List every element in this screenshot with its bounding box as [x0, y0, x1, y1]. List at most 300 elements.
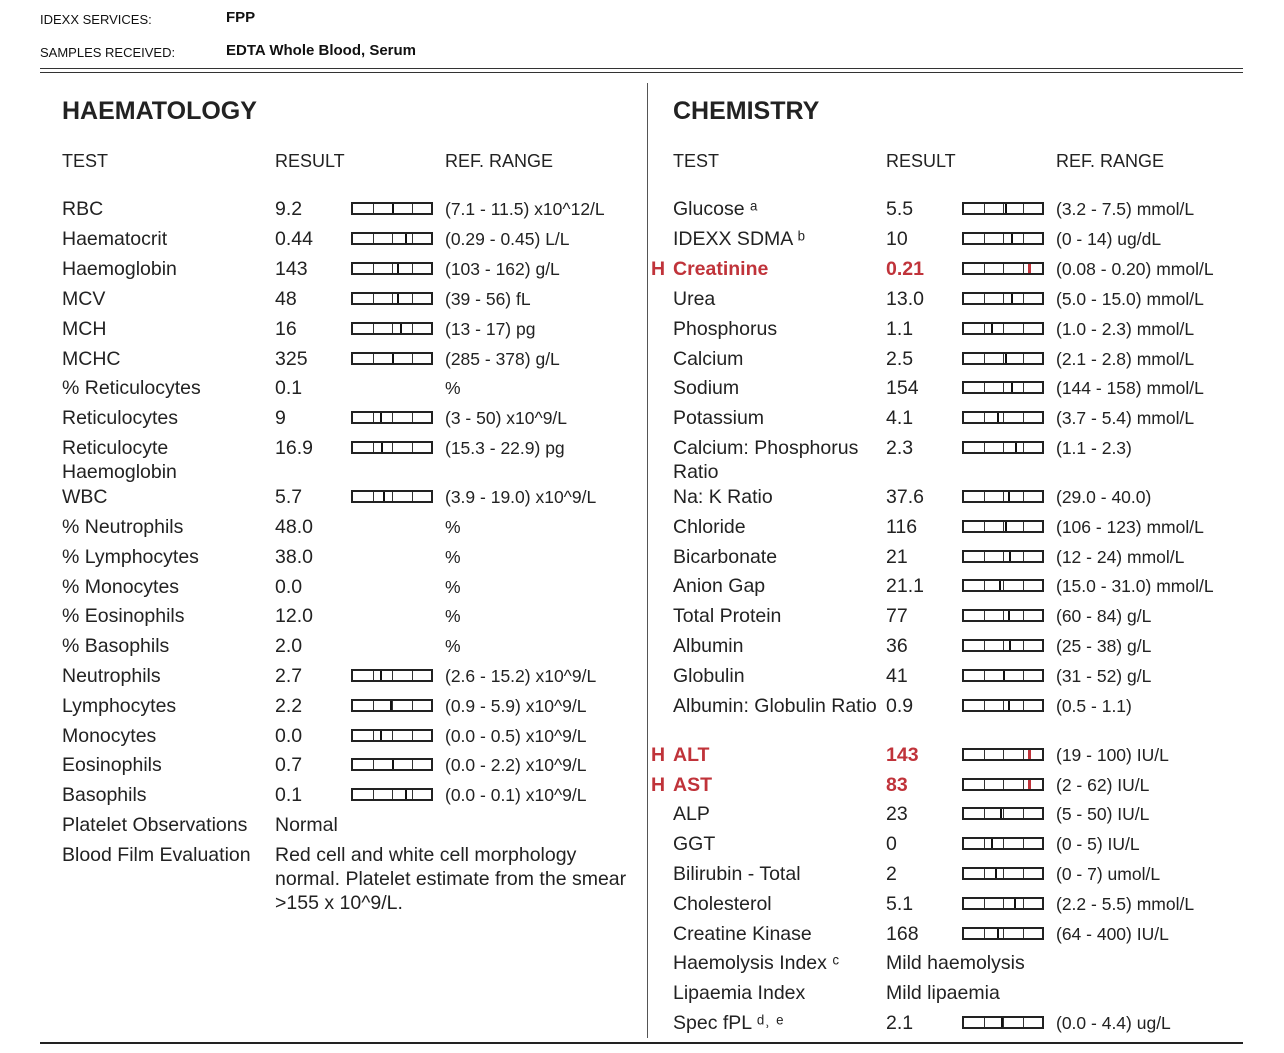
result-albumin: 36: [886, 635, 908, 657]
result-marker: [1003, 671, 1005, 680]
result-idexx-sdma: 10: [886, 228, 908, 250]
range-bar-creatinine: [962, 262, 1044, 275]
result-marker: [397, 294, 399, 303]
result-glucose: 5.5: [886, 198, 914, 220]
range-bar-tick: [412, 264, 413, 273]
ref-range-urea: (5.0 - 15.0) mmol/L: [1056, 289, 1204, 309]
range-bar-haemoglobin: [351, 262, 433, 275]
range-bar-tick: [1003, 899, 1004, 908]
ref-range-albumin-globulin-ratio: (0.5 - 1.1): [1056, 696, 1132, 716]
ref-range-spec-fpl: (0.0 - 4.4) ug/L: [1056, 1013, 1171, 1033]
result-marker: [381, 443, 383, 452]
range-bar-tick: [1003, 780, 1004, 789]
range-bar-tick: [392, 701, 393, 710]
footer-divider: [40, 1042, 1243, 1044]
test-name-blood-film-evaluation: Blood Film Evaluation: [62, 844, 251, 866]
range-bar-tick: [1003, 701, 1004, 710]
result-total-protein: 77: [886, 605, 908, 627]
range-bar-tick: [984, 780, 985, 789]
range-bar-tick: [412, 413, 413, 422]
range-bar-tick: [984, 264, 985, 273]
result-marker: [995, 869, 997, 878]
ref-range-reticulocytes: %: [445, 378, 461, 398]
result-marker: [380, 731, 382, 740]
range-bar-tick: [984, 492, 985, 501]
ref-range-lymphocytes: %: [445, 547, 461, 567]
ref-range-lymphocytes: (0.9 - 5.9) x10^9/L: [445, 696, 587, 716]
ref-range-monocytes: (0.0 - 0.5) x10^9/L: [445, 726, 587, 746]
range-bar-tick: [1023, 234, 1024, 243]
result-bilirubin-total: 2: [886, 863, 897, 885]
result-alp: 23: [886, 803, 908, 825]
range-bar-tick: [1023, 1018, 1024, 1027]
range-bar-neutrophils: [351, 669, 433, 682]
high-flag: H: [651, 258, 666, 280]
range-bar-tick: [412, 671, 413, 680]
range-bar-tick: [412, 234, 413, 243]
result-marker: [997, 413, 999, 422]
test-name-total-protein: Total Protein: [673, 605, 782, 627]
test-name-creatinine: Creatinine: [673, 258, 769, 280]
range-bar-ast: [962, 778, 1044, 791]
ref-range-neutrophils: %: [445, 517, 461, 537]
haematology-col-result: RESULT: [275, 151, 345, 171]
result-neutrophils: 48.0: [275, 516, 313, 538]
result-marker: [383, 492, 385, 501]
result-mcv: 48: [275, 288, 297, 310]
result-marker: [1014, 899, 1016, 908]
ref-range-haemoglobin: (103 - 162) g/L: [445, 259, 560, 279]
result-spec-fpl: 2.1: [886, 1012, 914, 1034]
range-bar-tick: [373, 204, 374, 213]
result-chloride: 116: [886, 516, 918, 538]
chemistry-title: CHEMISTRY: [673, 97, 820, 125]
range-bar-tick: [984, 1018, 985, 1027]
test-name-anion-gap: Anion Gap: [673, 575, 766, 597]
header-divider-bottom: [40, 72, 1243, 73]
range-bar-calcium: [962, 352, 1044, 365]
range-bar-phosphorus: [962, 322, 1044, 335]
high-flag: H: [651, 744, 666, 766]
range-bar-cholesterol: [962, 897, 1044, 910]
range-bar-tick: [1023, 443, 1024, 452]
result-marker: [1005, 354, 1007, 363]
ref-range-basophils: (0.0 - 0.1) x10^9/L: [445, 785, 587, 805]
chemistry-col-test: TEST: [673, 151, 720, 171]
range-bar-tick: [412, 701, 413, 710]
range-bar-tick: [984, 869, 985, 878]
ref-range-chloride: (106 - 123) mmol/L: [1056, 517, 1204, 537]
result-marker: [1011, 294, 1013, 303]
range-bar-tick: [984, 354, 985, 363]
range-bar-tick: [1023, 869, 1024, 878]
test-name-monocytes: Monocytes: [62, 725, 157, 747]
range-bar-tick: [1003, 264, 1004, 273]
range-bar-albumin: [962, 639, 1044, 652]
range-bar-haematocrit: [351, 232, 433, 245]
range-bar-tick: [412, 204, 413, 213]
range-bar-tick: [984, 899, 985, 908]
range-bar-reticulocyte-haemoglobin: [351, 441, 433, 454]
range-bar-tick: [1003, 294, 1004, 303]
test-name-reticulocytes: Reticulocytes: [62, 407, 178, 429]
ref-range-ast: (2 - 62) IU/L: [1056, 775, 1150, 795]
result-na-k-ratio: 37.6: [886, 486, 924, 508]
range-bar-tick: [984, 839, 985, 848]
result-rbc: 9.2: [275, 198, 303, 220]
chemistry-col-result: RESULT: [886, 151, 956, 171]
range-bar-tick: [392, 413, 393, 422]
range-bar-tick: [392, 790, 393, 799]
range-bar-tick: [1003, 809, 1004, 818]
result-marker: [405, 790, 407, 799]
range-bar-tick: [984, 443, 985, 452]
result-monocytes: 0.0: [275, 725, 303, 747]
test-name-glucose: Glucose ᵃ: [673, 198, 758, 220]
range-bar-albumin-globulin-ratio: [962, 699, 1044, 712]
result-reticulocyte-haemoglobin: 16.9: [275, 437, 313, 459]
test-name-neutrophils: % Neutrophils: [62, 516, 184, 538]
ref-range-bilirubin-total: (0 - 7) umol/L: [1056, 864, 1161, 884]
range-bar-urea: [962, 292, 1044, 305]
test-name-bilirubin-total: Bilirubin - Total: [673, 863, 801, 885]
range-bar-tick: [373, 264, 374, 273]
ref-range-globulin: (31 - 52) g/L: [1056, 666, 1152, 686]
result-lymphocytes: 38.0: [275, 546, 313, 568]
test-name-potassium: Potassium: [673, 407, 765, 429]
range-bar-mchc: [351, 352, 433, 365]
range-bar-tick: [1023, 671, 1024, 680]
ref-range-potassium: (3.7 - 5.4) mmol/L: [1056, 408, 1195, 428]
range-bar-glucose: [962, 202, 1044, 215]
range-bar-tick: [1003, 492, 1004, 501]
range-bar-tick: [1023, 929, 1024, 938]
test-name-haemoglobin: Haemoglobin: [62, 258, 177, 280]
range-bar-tick: [984, 641, 985, 650]
range-bar-tick: [1023, 809, 1024, 818]
range-bar-globulin: [962, 669, 1044, 682]
ref-range-neutrophils: (2.6 - 15.2) x10^9/L: [445, 666, 597, 686]
result-marker: [997, 929, 999, 938]
range-bar-tick: [1003, 641, 1004, 650]
range-bar-tick: [984, 383, 985, 392]
test-name-mcv: MCV: [62, 288, 106, 310]
range-bar-tick: [1023, 264, 1024, 273]
chemistry-col-ref: REF. RANGE: [1056, 151, 1165, 171]
test-name-mch: MCH: [62, 318, 107, 340]
range-bar-creatine-kinase: [962, 927, 1044, 940]
range-bar-tick: [1023, 522, 1024, 531]
result-platelet-observations: Normal: [275, 814, 338, 836]
range-bar-tick: [412, 443, 413, 452]
ref-range-creatinine: (0.08 - 0.20) mmol/L: [1056, 259, 1214, 279]
ref-range-calcium: (2.1 - 2.8) mmol/L: [1056, 349, 1195, 369]
range-bar-tick: [1003, 552, 1004, 561]
ref-range-eosinophils: %: [445, 606, 461, 626]
range-bar-mcv: [351, 292, 433, 305]
result-lymphocytes: 2.2: [275, 695, 303, 717]
test-name-albumin: Albumin: [673, 635, 744, 657]
result-marker: [400, 324, 402, 333]
range-bar-mch: [351, 322, 433, 335]
result-marker: [1001, 1018, 1003, 1027]
result-neutrophils: 2.7: [275, 665, 303, 687]
range-bar-tick: [412, 294, 413, 303]
range-bar-tick: [984, 929, 985, 938]
range-bar-tick: [1003, 413, 1004, 422]
result-ggt: 0: [886, 833, 897, 855]
result-calcium-phosphorus-ratio: 2.3: [886, 437, 914, 459]
result-ast: 83: [886, 774, 908, 796]
ref-range-total-protein: (60 - 84) g/L: [1056, 606, 1152, 626]
range-bar-tick: [1023, 552, 1024, 561]
range-bar-tick: [373, 671, 374, 680]
ref-range-wbc: (3.9 - 19.0) x10^9/L: [445, 487, 597, 507]
result-marker: [1009, 552, 1011, 561]
result-marker: [380, 671, 382, 680]
range-bar-tick: [1023, 294, 1024, 303]
range-bar-total-protein: [962, 609, 1044, 622]
ref-range-na-k-ratio: (29.0 - 40.0): [1056, 487, 1152, 507]
test-name-albumin-globulin-ratio: Albumin: Globulin Ratio: [673, 695, 877, 717]
range-bar-tick: [1023, 611, 1024, 620]
range-bar-alp: [962, 807, 1044, 820]
test-name-wbc: WBC: [62, 486, 108, 508]
test-name-calcium: Calcium: [673, 348, 744, 370]
ref-range-monocytes: %: [445, 577, 461, 597]
range-bar-tick: [392, 264, 393, 273]
range-bar-tick: [392, 443, 393, 452]
result-marker: [1028, 750, 1031, 759]
ref-range-ggt: (0 - 5) IU/L: [1056, 834, 1140, 854]
range-bar-tick: [1023, 492, 1024, 501]
result-anion-gap: 21.1: [886, 575, 924, 597]
range-bar-tick: [412, 790, 413, 799]
column-divider: [647, 83, 648, 1038]
haematology-col-test: TEST: [62, 151, 109, 171]
test-name-alt: ALT: [673, 744, 710, 766]
range-bar-tick: [1023, 899, 1024, 908]
range-bar-tick: [984, 809, 985, 818]
range-bar-basophils: [351, 788, 433, 801]
range-bar-lymphocytes: [351, 699, 433, 712]
test-name-spec-fpl: Spec fPL ᵈ˒ ᵉ: [673, 1012, 784, 1034]
range-bar-tick: [984, 234, 985, 243]
range-bar-alt: [962, 748, 1044, 761]
range-bar-tick: [373, 234, 374, 243]
result-eosinophils: 0.7: [275, 754, 303, 776]
ref-range-alp: (5 - 50) IU/L: [1056, 804, 1150, 824]
test-name-mchc: MCHC: [62, 348, 121, 370]
range-bar-tick: [373, 760, 374, 769]
ref-range-calcium-phosphorus-ratio: (1.1 - 2.3): [1056, 438, 1132, 458]
test-name-eosinophils: % Eosinophils: [62, 605, 185, 627]
result-marker: [1028, 264, 1031, 273]
result-marker: [1009, 641, 1011, 650]
range-bar-tick: [412, 324, 413, 333]
result-basophils: 2.0: [275, 635, 303, 657]
test-name-cholesterol: Cholesterol: [673, 893, 772, 915]
test-name-bicarbonate: Bicarbonate: [673, 546, 778, 568]
test-name-idexx-sdma: IDEXX SDMA ᵇ: [673, 228, 805, 250]
range-bar-tick: [412, 731, 413, 740]
range-bar-spec-fpl: [962, 1016, 1044, 1029]
ref-range-anion-gap: (15.0 - 31.0) mmol/L: [1056, 576, 1214, 596]
result-wbc: 5.7: [275, 486, 303, 508]
range-bar-tick: [373, 354, 374, 363]
range-bar-tick: [984, 324, 985, 333]
result-marker: [1011, 234, 1013, 243]
result-marker: [1008, 611, 1010, 620]
range-bar-anion-gap: [962, 579, 1044, 592]
ref-range-reticulocytes: (3 - 50) x10^9/L: [445, 408, 568, 428]
result-marker: [991, 324, 993, 333]
test-name-alp: ALP: [673, 803, 710, 825]
result-marker: [1011, 383, 1013, 392]
range-bar-tick: [1003, 324, 1004, 333]
test-name-basophils: Basophils: [62, 784, 147, 806]
range-bar-tick: [1023, 839, 1024, 848]
result-haemoglobin: 143: [275, 258, 308, 280]
range-bar-tick: [1023, 354, 1024, 363]
result-lipaemia-index: Mild lipaemia: [886, 982, 1000, 1004]
range-bar-chloride: [962, 520, 1044, 533]
result-bicarbonate: 21: [886, 546, 908, 568]
test-name-haemolysis-index: Haemolysis Index ᶜ: [673, 952, 840, 974]
range-bar-tick: [373, 413, 374, 422]
range-bar-tick: [1023, 324, 1024, 333]
range-bar-tick: [373, 701, 374, 710]
ref-range-mchc: (285 - 378) g/L: [445, 349, 560, 369]
range-bar-tick: [1003, 929, 1004, 938]
range-bar-tick: [1023, 701, 1024, 710]
test-name-globulin: Globulin: [673, 665, 745, 687]
range-bar-calcium-phosphorus-ratio: [962, 441, 1044, 454]
range-bar-tick: [392, 234, 393, 243]
test-name-lymphocytes: % Lymphocytes: [62, 546, 199, 568]
result-marker: [1008, 701, 1010, 710]
range-bar-tick: [1003, 383, 1004, 392]
ref-range-eosinophils: (0.0 - 2.2) x10^9/L: [445, 755, 587, 775]
range-bar-tick: [1023, 750, 1024, 759]
range-bar-tick: [984, 413, 985, 422]
ref-range-cholesterol: (2.2 - 5.5) mmol/L: [1056, 894, 1195, 914]
range-bar-tick: [373, 731, 374, 740]
result-sodium: 154: [886, 377, 919, 399]
range-bar-tick: [392, 731, 393, 740]
range-bar-tick: [1003, 750, 1004, 759]
ref-range-creatine-kinase: (64 - 400) IU/L: [1056, 924, 1169, 944]
range-bar-tick: [1003, 611, 1004, 620]
ref-range-phosphorus: (1.0 - 2.3) mmol/L: [1056, 319, 1195, 339]
result-marker: [1005, 204, 1007, 213]
range-bar-tick: [1003, 234, 1004, 243]
result-marker: [392, 760, 394, 769]
range-bar-tick: [984, 701, 985, 710]
test-name-chloride: Chloride: [673, 516, 746, 538]
result-marker: [1015, 443, 1017, 452]
range-bar-tick: [984, 552, 985, 561]
test-name-reticulocytes: % Reticulocytes: [62, 377, 201, 399]
range-bar-tick: [392, 324, 393, 333]
result-monocytes: 0.0: [275, 576, 303, 598]
result-eosinophils: 12.0: [275, 605, 313, 627]
result-mchc: 325: [275, 348, 308, 370]
ref-range-rbc: (7.1 - 11.5) x10^12/L: [445, 199, 605, 219]
range-bar-tick: [392, 294, 393, 303]
range-bar-tick: [412, 354, 413, 363]
range-bar-monocytes: [351, 729, 433, 742]
range-bar-tick: [1023, 581, 1024, 590]
test-name-ggt: GGT: [673, 833, 716, 855]
test-name-platelet-observations: Platelet Observations: [62, 814, 248, 836]
range-bar-tick: [1023, 641, 1024, 650]
result-marker: [392, 204, 394, 213]
services-value: FPP: [226, 9, 256, 26]
ref-range-reticulocyte-haemoglobin: (15.3 - 22.9) pg: [445, 438, 565, 458]
range-bar-tick: [1003, 443, 1004, 452]
test-name-calcium-phosphorus-ratio: Calcium: Phosphorus Ratio: [673, 437, 859, 483]
test-name-reticulocyte-haemoglobin: Reticulocyte Haemoglobin: [62, 437, 177, 483]
range-bar-tick: [1003, 581, 1004, 590]
range-bar-tick: [1003, 839, 1004, 848]
result-reticulocytes: 9: [275, 407, 286, 429]
range-bar-tick: [373, 324, 374, 333]
range-bar-tick: [984, 204, 985, 213]
range-bar-tick: [373, 443, 374, 452]
range-bar-tick: [392, 492, 393, 501]
range-bar-idexx-sdma: [962, 232, 1044, 245]
test-name-ast: AST: [673, 774, 712, 796]
result-alt: 143: [886, 744, 919, 766]
result-cholesterol: 5.1: [886, 893, 914, 915]
result-potassium: 4.1: [886, 407, 914, 429]
range-bar-tick: [984, 671, 985, 680]
result-urea: 13.0: [886, 288, 924, 310]
header-divider-top: [40, 68, 1243, 69]
range-bar-wbc: [351, 490, 433, 503]
haematology-col-ref: REF. RANGE: [445, 151, 554, 171]
result-marker: [380, 413, 382, 422]
range-bar-sodium: [962, 381, 1044, 394]
range-bar-tick: [1023, 204, 1024, 213]
ref-range-alt: (19 - 100) IU/L: [1056, 745, 1169, 765]
range-bar-tick: [392, 671, 393, 680]
result-haematocrit: 0.44: [275, 228, 313, 250]
range-bar-na-k-ratio: [962, 490, 1044, 503]
ref-range-basophils: %: [445, 636, 461, 656]
range-bar-bilirubin-total: [962, 867, 1044, 880]
range-bar-eosinophils: [351, 758, 433, 771]
high-flag: H: [651, 774, 666, 796]
result-marker: [390, 701, 392, 710]
range-bar-tick: [984, 581, 985, 590]
samples-label: SAMPLES RECEIVED:: [40, 45, 176, 60]
test-name-rbc: RBC: [62, 198, 104, 220]
result-creatinine: 0.21: [886, 258, 924, 280]
test-name-creatine-kinase: Creatine Kinase: [673, 923, 812, 945]
range-bar-tick: [1023, 413, 1024, 422]
range-bar-rbc: [351, 202, 433, 215]
range-bar-tick: [373, 294, 374, 303]
range-bar-reticulocytes: [351, 411, 433, 424]
test-name-phosphorus: Phosphorus: [673, 318, 778, 340]
result-marker: [397, 264, 399, 273]
test-name-monocytes: % Monocytes: [62, 576, 180, 598]
test-name-sodium: Sodium: [673, 377, 740, 399]
result-marker: [1000, 809, 1002, 818]
haematology-title: HAEMATOLOGY: [62, 97, 257, 125]
